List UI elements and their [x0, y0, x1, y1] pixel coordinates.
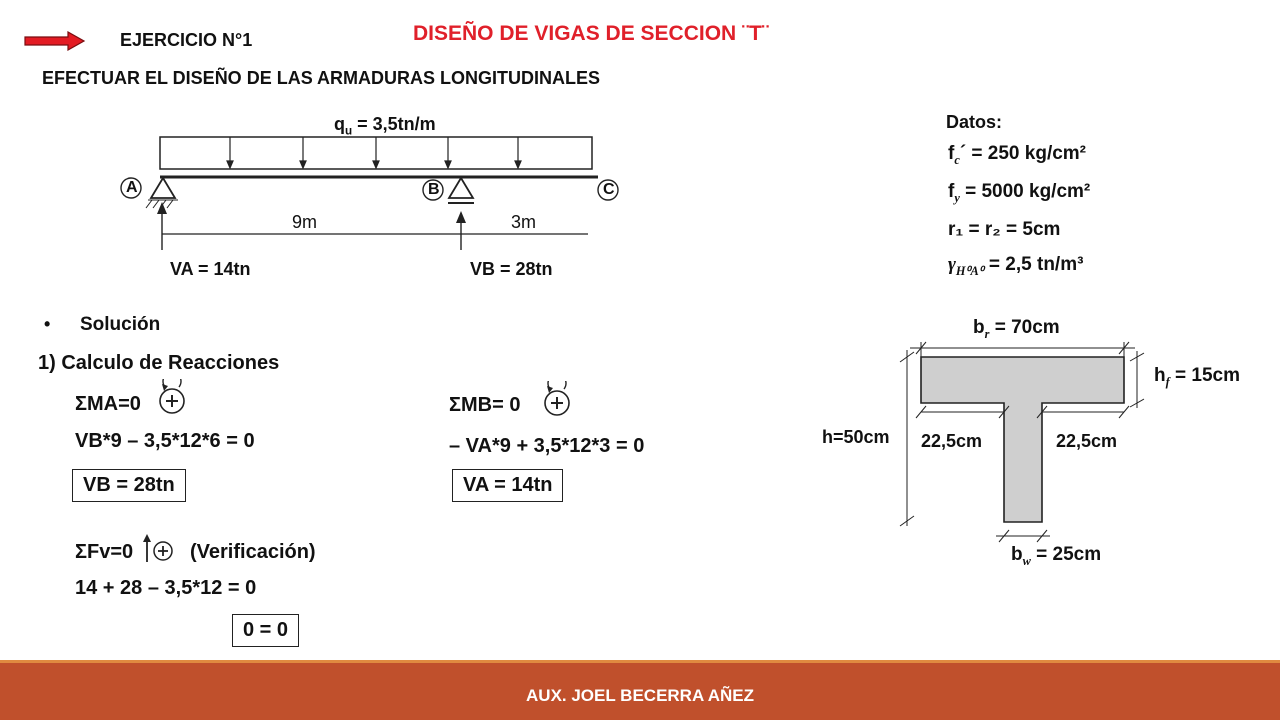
span-1-label: 9m	[292, 212, 318, 232]
datos-title: Datos:	[946, 112, 1003, 132]
reaction-a-arrow-icon	[157, 202, 167, 214]
up-arrow-plus-icon	[141, 532, 177, 566]
load-label: $q_u = 3,5tn/m$	[334, 114, 436, 138]
bullet: •	[44, 314, 51, 334]
sum-fv: ΣFv=0	[75, 541, 134, 563]
support-c-label: C	[603, 181, 615, 198]
section-bw-label: $b_w = 25cm$	[1011, 544, 1102, 568]
datos-r: r₁ = r₂ = 5cm	[948, 219, 1061, 240]
page-subtitle: EFECTUAR EL DISEÑO DE LAS ARMADURAS LONGITUDINALES	[42, 68, 601, 88]
support-a-label: A	[126, 179, 138, 196]
equation-check: 14 + 28 – 3,5*12 = 0	[75, 577, 257, 599]
result-vb: VB = 28tn	[72, 469, 186, 502]
support-b-icon	[449, 178, 473, 198]
section-h-label: h=50cm	[822, 427, 890, 447]
reaction-a-label: VA = 14tn	[170, 259, 251, 279]
section-hf-label: $h_f = 15cm$	[1154, 365, 1240, 389]
verification-label: (Verificación)	[190, 541, 316, 563]
result-va: VA = 14tn	[452, 469, 563, 502]
footer-author: AUX. JOEL BECERRA AÑEZ	[526, 686, 754, 705]
support-a-icon	[151, 178, 175, 198]
sum-ma: ΣMA=0	[75, 393, 141, 415]
beam-diagram	[110, 130, 630, 250]
step-title: 1) Calculo de Reacciones	[38, 352, 280, 374]
datos-fy: $f_y = 5000$ kg/cm²	[948, 181, 1091, 205]
section-br-label: $b_r = 70cm$	[973, 317, 1060, 341]
datos-gamma: $\gamma_{H^0A^0} = 2,5$ tn/m³	[948, 254, 1084, 278]
rotation-plus-icon	[540, 381, 576, 419]
section-right-overhang: 22,5cm	[1056, 431, 1118, 451]
section-left-overhang: 22,5cm	[921, 431, 983, 451]
equation-va: – VA*9 + 3,5*12*3 = 0	[449, 435, 645, 457]
span-2-label: 3m	[511, 212, 537, 232]
load-arrows	[227, 137, 521, 168]
sum-mb: ΣMB= 0	[449, 394, 521, 416]
reaction-b-arrow-icon	[456, 211, 466, 223]
equation-vb: VB*9 – 3,5*12*6 = 0	[75, 430, 255, 452]
exercise-label: EJERCICIO N°1	[120, 30, 253, 50]
page-title: DISEÑO DE VIGAS DE SECCION ¨T¨	[413, 22, 769, 45]
result-check: 0 = 0	[232, 614, 299, 647]
reaction-b-label: VB = 28tn	[470, 259, 553, 279]
rotation-plus-icon	[155, 379, 191, 417]
solution-title: Solución	[80, 314, 161, 335]
support-b-label: B	[428, 181, 440, 198]
red-arrow-icon	[24, 31, 86, 51]
datos-fc: $f_c´ = 250$ kg/cm²	[948, 143, 1087, 167]
